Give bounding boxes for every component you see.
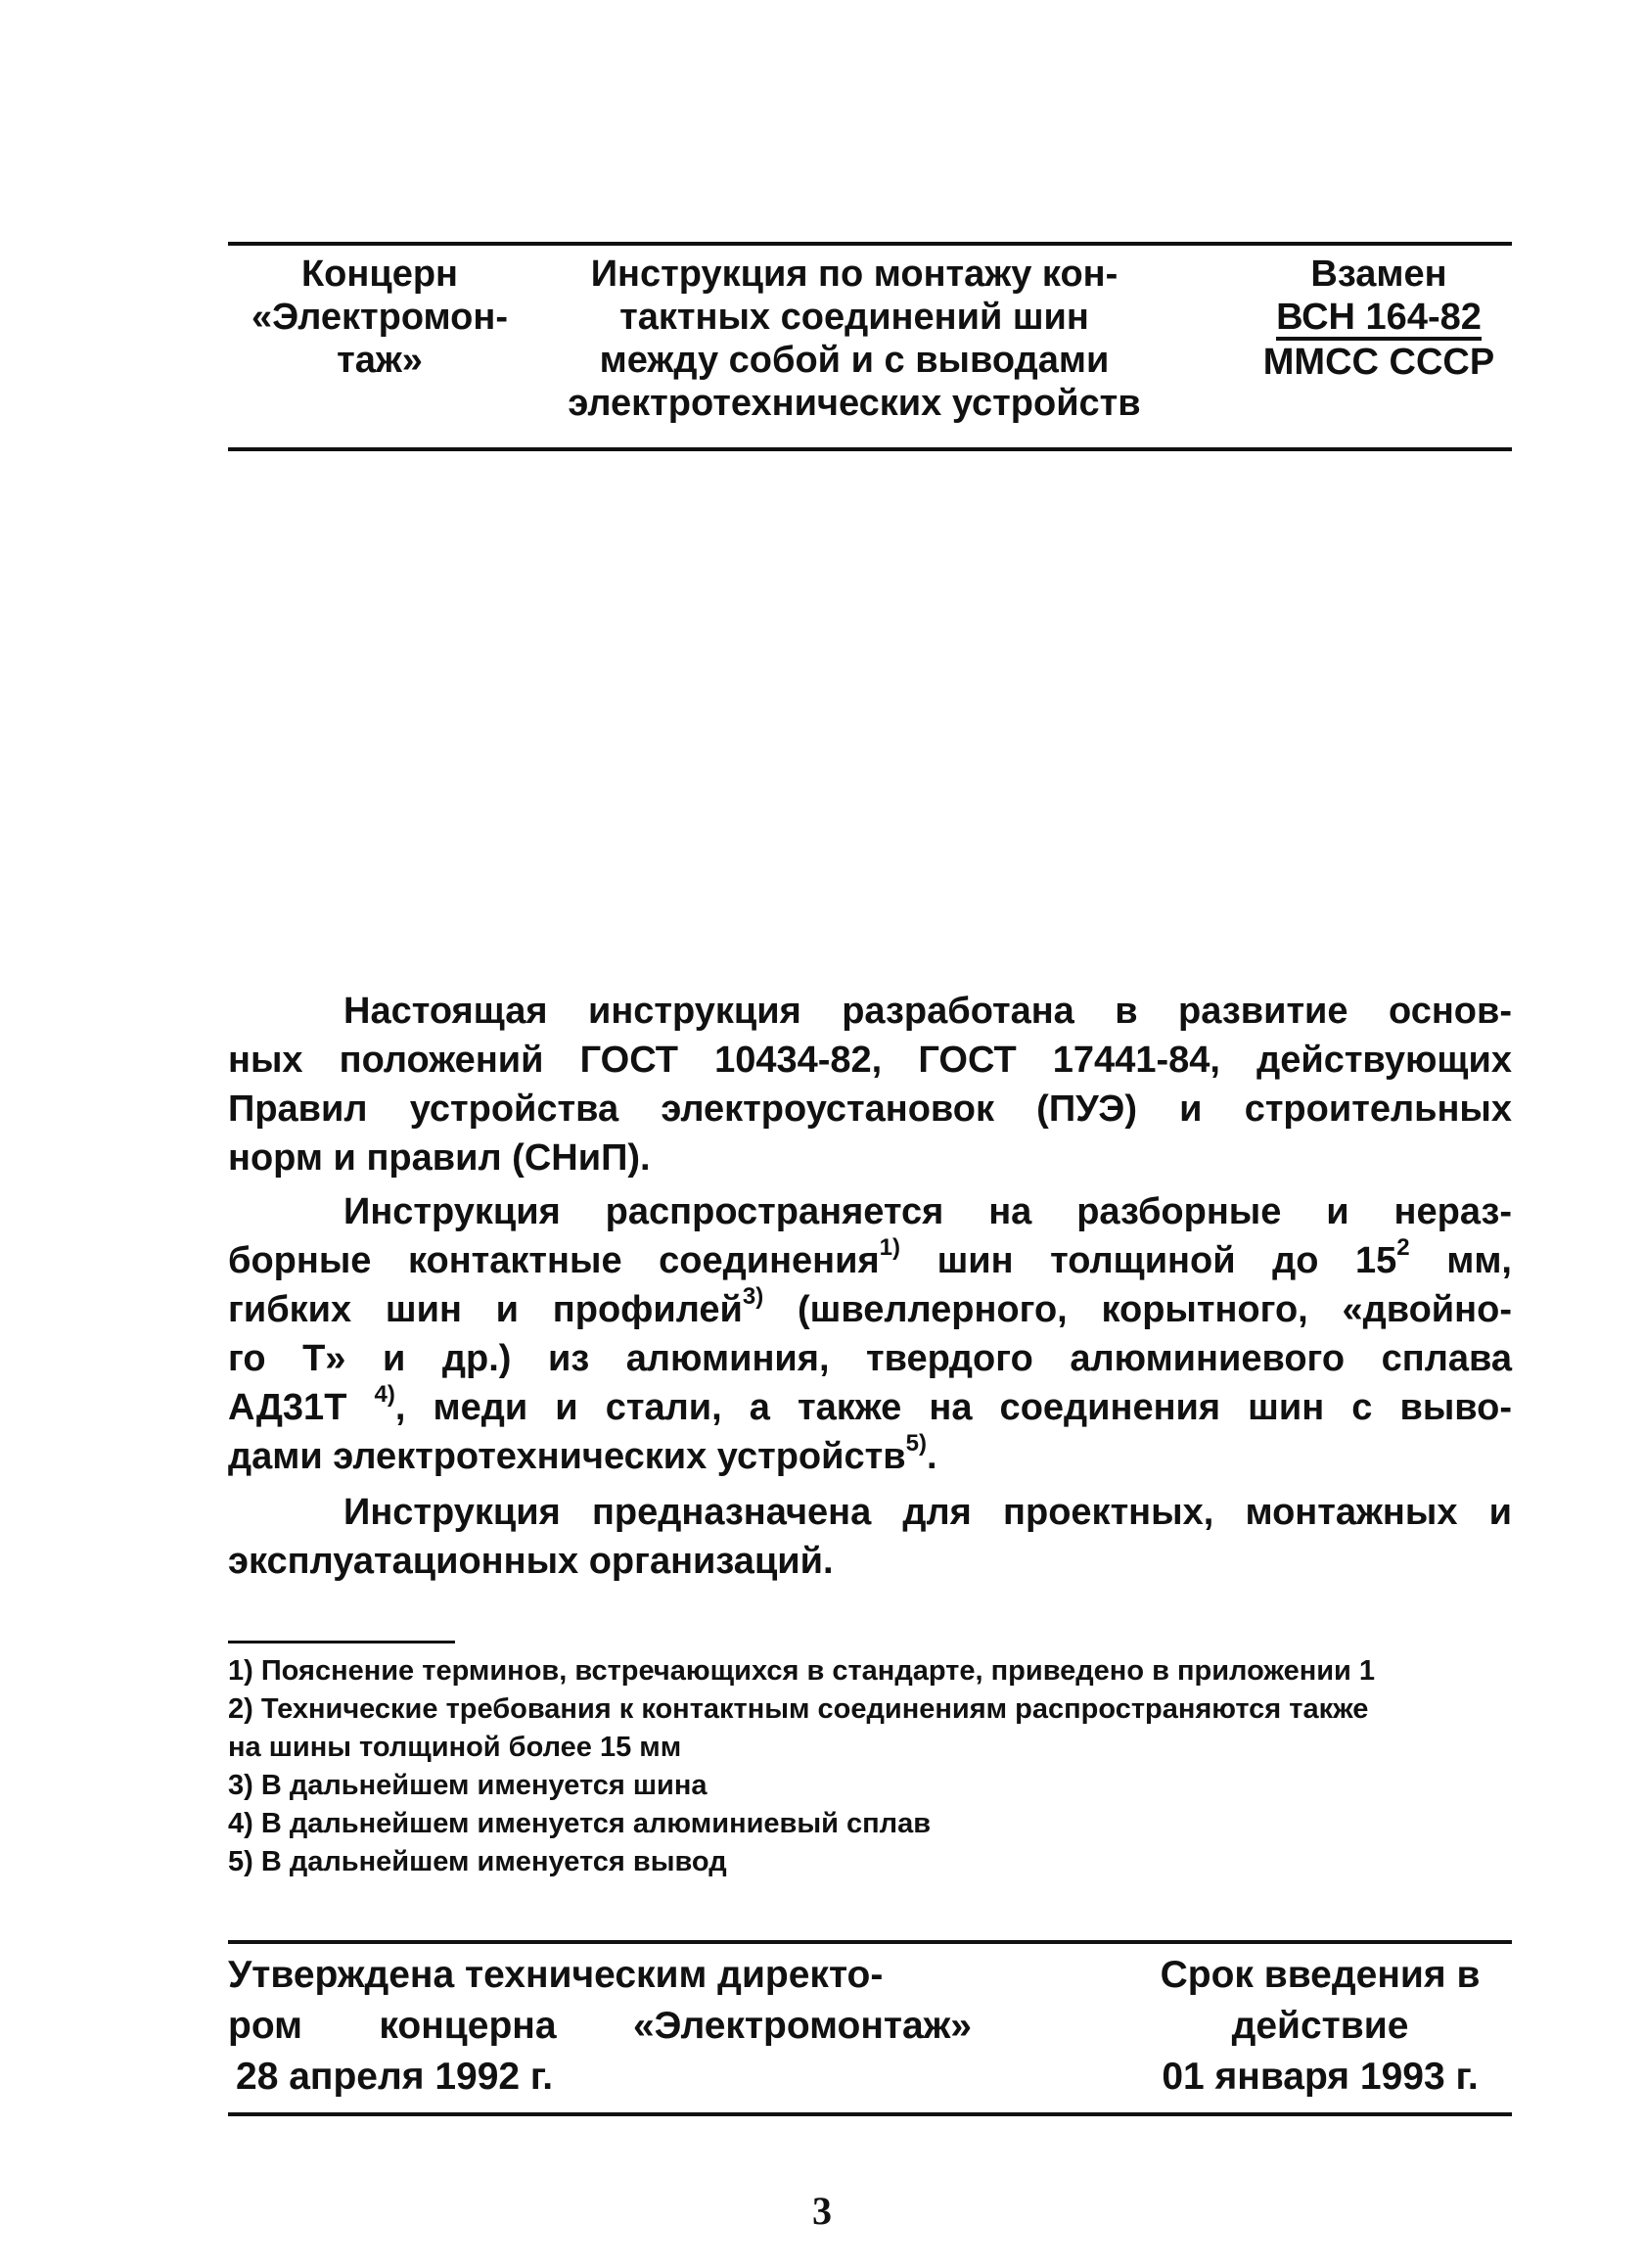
- footnote-ref-1: 1): [879, 1234, 901, 1261]
- footnote: 4) В дальнейшем именуется алюминиевый сплав: [228, 1808, 932, 1839]
- text-line: Правил устройства электроустановок (ПУЭ) и строительных: [228, 1088, 1512, 1130]
- text-segment: борные контактные соединения: [228, 1240, 880, 1281]
- text-line: [228, 1383, 1512, 1432]
- approval-line: ром концерна «Электромонтаж»: [228, 2005, 972, 2047]
- header-replaces-line: Взамен: [1310, 254, 1447, 295]
- footnote-ref-2: 2: [1396, 1234, 1410, 1261]
- footnote-ref-5: 5): [905, 1430, 927, 1457]
- text-line: Настоящая инструкция разработана в развитие основ-: [343, 991, 1512, 1032]
- text-line: эксплуатационных организаций.: [228, 1541, 834, 1582]
- text-line: го Т» и др.) из алюминия, твердого алюминиевого сплава: [228, 1338, 1512, 1379]
- text-line: ных положений ГОСТ 10434-82, ГОСТ 17441-84, действующих: [228, 1040, 1512, 1081]
- approval-date: 28 апреля 1992 г.: [236, 2056, 554, 2098]
- text-segment: шин толщиной до 15: [900, 1240, 1397, 1281]
- paragraph-1: [228, 987, 1512, 1182]
- paragraph-2: [228, 1187, 1512, 1481]
- text-segment: дами электротехнических устройств: [228, 1436, 906, 1477]
- header-org-line: «Электромон-: [251, 297, 508, 338]
- footnote: на шины толщиной более 15 мм: [228, 1732, 682, 1763]
- text-segment: , меди и стали, а также на соединения шин с выво-: [394, 1387, 1513, 1428]
- text-line: норм и правил (СНиП).: [228, 1137, 651, 1179]
- text-line: [228, 1432, 1512, 1481]
- effective-line: действие: [1231, 2005, 1409, 2047]
- footnote: 5) В дальнейшем именуется вывод: [228, 1846, 727, 1877]
- footnote: 3) В дальнейшем именуется шина: [228, 1770, 708, 1801]
- header-top-rule: [228, 242, 1512, 246]
- text-segment: мм,: [1409, 1240, 1512, 1281]
- text-segment: АД31Т: [228, 1387, 375, 1428]
- header-title-line: Инструкция по монтажу кон-: [590, 254, 1119, 295]
- text-line: [228, 1285, 1512, 1334]
- document-header: [228, 253, 1512, 448]
- footnote: 2) Технические требования к контактным соединениям распространяются также: [228, 1693, 1369, 1725]
- footnote: 1) Пояснение терминов, встречающихся в стандарте, приведено в приложении 1: [228, 1655, 1376, 1687]
- footnote-ref-4: 4): [374, 1381, 395, 1408]
- text-segment: .: [926, 1436, 937, 1477]
- footnote-ref-3: 3): [742, 1283, 764, 1310]
- header-title-line: электротехнических устройств: [568, 383, 1141, 424]
- text-segment: (швеллерного, корытного, «двойно-: [763, 1289, 1512, 1330]
- header-organization: [228, 253, 531, 382]
- footnote-separator: [228, 1641, 455, 1643]
- header-org-line: таж»: [337, 340, 423, 381]
- paragraph-3: [228, 1488, 1512, 1586]
- approval-line: Утверждена техническим директо-: [228, 1954, 884, 1996]
- header-title-line: тактных соединений шин: [619, 297, 1089, 338]
- header-org-line: Концерн: [300, 254, 458, 295]
- page-number: 3: [812, 2189, 832, 2233]
- footnotes: [228, 1652, 1512, 1881]
- approval-bottom-rule: [228, 2112, 1512, 2116]
- header-title-line: между собой и с выводами: [599, 340, 1110, 381]
- effective-line: Срок введения в: [1160, 1954, 1481, 1996]
- text-segment: гибких шин и профилей: [228, 1289, 743, 1330]
- header-replaces: [1246, 253, 1512, 384]
- text-line: [228, 1236, 1512, 1285]
- approval-info: [228, 1950, 972, 2103]
- header-replaces-line: ММСС СССР: [1262, 342, 1495, 383]
- text-line: Инструкция предназначена для проектных, монтажных и: [343, 1492, 1512, 1533]
- approval-top-rule: [228, 1940, 1512, 1944]
- text-line: Инструкция распространяется на разборные и нераз-: [343, 1191, 1512, 1232]
- effective-date: 01 января 1993 г.: [1162, 2056, 1479, 2098]
- effective-date-info: [1128, 1950, 1512, 2103]
- header-title: [541, 253, 1167, 425]
- header-bottom-rule: [228, 447, 1512, 451]
- header-replaces-code: ВСН 164-82: [1276, 298, 1482, 341]
